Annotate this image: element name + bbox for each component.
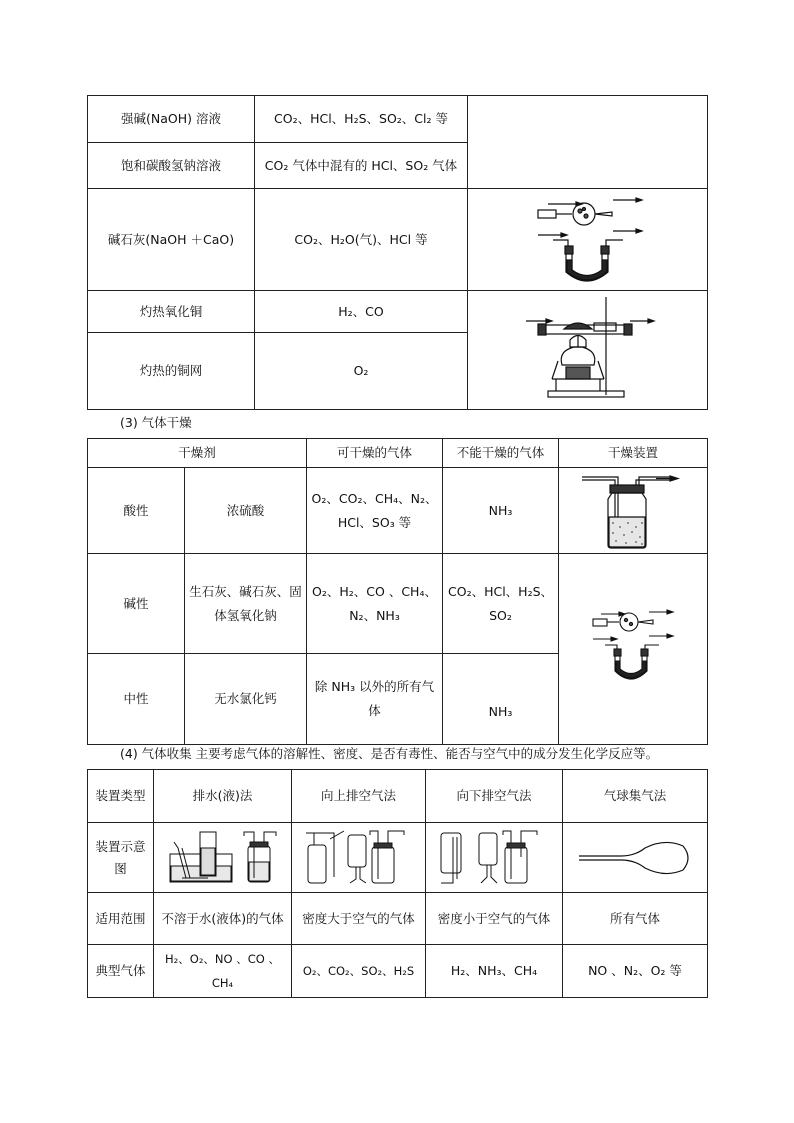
method-cell: 向上排空气法 <box>292 770 426 823</box>
typical-gas-cell: NO 、N₂、O₂ 等 <box>563 945 708 998</box>
method-cell: 排水(液)法 <box>154 770 292 823</box>
diagram-cell <box>426 823 563 893</box>
reagent-cell: 饱和碳酸氢钠溶液 <box>88 143 255 189</box>
absorbent-table <box>87 95 708 410</box>
reagent-cell: 碱石灰(NaOH ＋CaO) <box>88 189 255 291</box>
drying-heading: (3) 气体干燥 <box>120 415 192 430</box>
agent-cell: 无水氯化钙 <box>185 654 307 745</box>
method-cell: 气球集气法 <box>563 770 708 823</box>
reagent-cell: 灼热氧化铜 <box>88 291 255 333</box>
gas-washing-bottle-icon <box>578 471 688 551</box>
apparatus-cell <box>559 554 708 745</box>
scope-cell: 密度小于空气的气体 <box>426 893 563 945</box>
balloon-collection-icon <box>575 836 695 880</box>
downward-air-displacement-icon <box>435 827 553 889</box>
row-label-cell: 装置示意图 <box>88 823 154 893</box>
scope-cell: 不溶于水(液体)的气体 <box>154 893 292 945</box>
header-cell: 可干燥的气体 <box>307 439 443 468</box>
can-dry-cell: O₂、CO₂、CH₄、N₂、HCl、SO₃ 等 <box>307 468 443 554</box>
row-label-cell: 典型气体 <box>88 945 154 998</box>
row-label-cell: 适用范围 <box>88 893 154 945</box>
drying-table <box>87 438 708 745</box>
diagram-cell <box>154 823 292 893</box>
empty-image-cell <box>468 96 708 189</box>
apparatus-cell <box>468 291 708 410</box>
diagram-cell <box>292 823 426 893</box>
typical-gas-cell: H₂、O₂、NO 、CO 、CH₄ <box>154 945 292 998</box>
scope-cell: 所有气体 <box>563 893 708 945</box>
agent-cell: 浓硫酸 <box>185 468 307 554</box>
diagram-cell <box>563 823 708 893</box>
header-cell: 干燥剂 <box>88 439 307 468</box>
gases-cell: CO₂、HCl、H₂S、SO₂、Cl₂ 等 <box>255 96 468 143</box>
drying-tube-and-u-tube-icon <box>585 609 681 689</box>
row-label-cell: 装置类型 <box>88 770 154 823</box>
can-dry-cell: O₂、H₂、CO 、CH₄、N₂、NH₃ <box>307 554 443 654</box>
collection-heading: (4) 气体收集 主要考虑气体的溶解性、密度、是否有毒性、能否与空气中的成分发生化学反应等。 <box>120 746 659 761</box>
cannot-dry-cell: CO₂、HCl、H₂S、SO₂ <box>443 554 559 654</box>
water-displacement-icon <box>164 828 282 888</box>
header-cell: 干燥装置 <box>559 439 708 468</box>
gases-cell: O₂ <box>255 333 468 410</box>
collection-table <box>87 769 708 998</box>
header-cell: 不能干燥的气体 <box>443 439 559 468</box>
typical-gas-cell: O₂、CO₂、SO₂、H₂S <box>292 945 426 998</box>
method-cell: 向下排空气法 <box>426 770 563 823</box>
can-dry-cell: 除 NH₃ 以外的所有气体 <box>307 654 443 745</box>
heated-tube-with-burner-icon <box>518 295 658 405</box>
gases-cell: H₂、CO <box>255 291 468 333</box>
cannot-dry-cell: NH₃ <box>443 654 559 745</box>
drying-tube-and-u-tube-icon <box>528 194 648 286</box>
cannot-dry-cell: NH₃ <box>443 468 559 554</box>
typical-gas-cell: H₂、NH₃、CH₄ <box>426 945 563 998</box>
apparatus-cell <box>559 468 708 554</box>
reagent-cell: 强碱(NaOH) 溶液 <box>88 96 255 143</box>
type-cell: 酸性 <box>88 468 185 554</box>
scope-cell: 密度大于空气的气体 <box>292 893 426 945</box>
type-cell: 碱性 <box>88 554 185 654</box>
type-cell: 中性 <box>88 654 185 745</box>
gases-cell: CO₂、H₂O(气)、HCl 等 <box>255 189 468 291</box>
reagent-cell: 灼热的铜网 <box>88 333 255 410</box>
agent-cell: 生石灰、碱石灰、固体氢氧化钠 <box>185 554 307 654</box>
apparatus-cell <box>468 189 708 291</box>
upward-air-displacement-icon <box>300 827 418 889</box>
gases-cell: CO₂ 气体中混有的 HCl、SO₂ 气体 <box>255 143 468 189</box>
